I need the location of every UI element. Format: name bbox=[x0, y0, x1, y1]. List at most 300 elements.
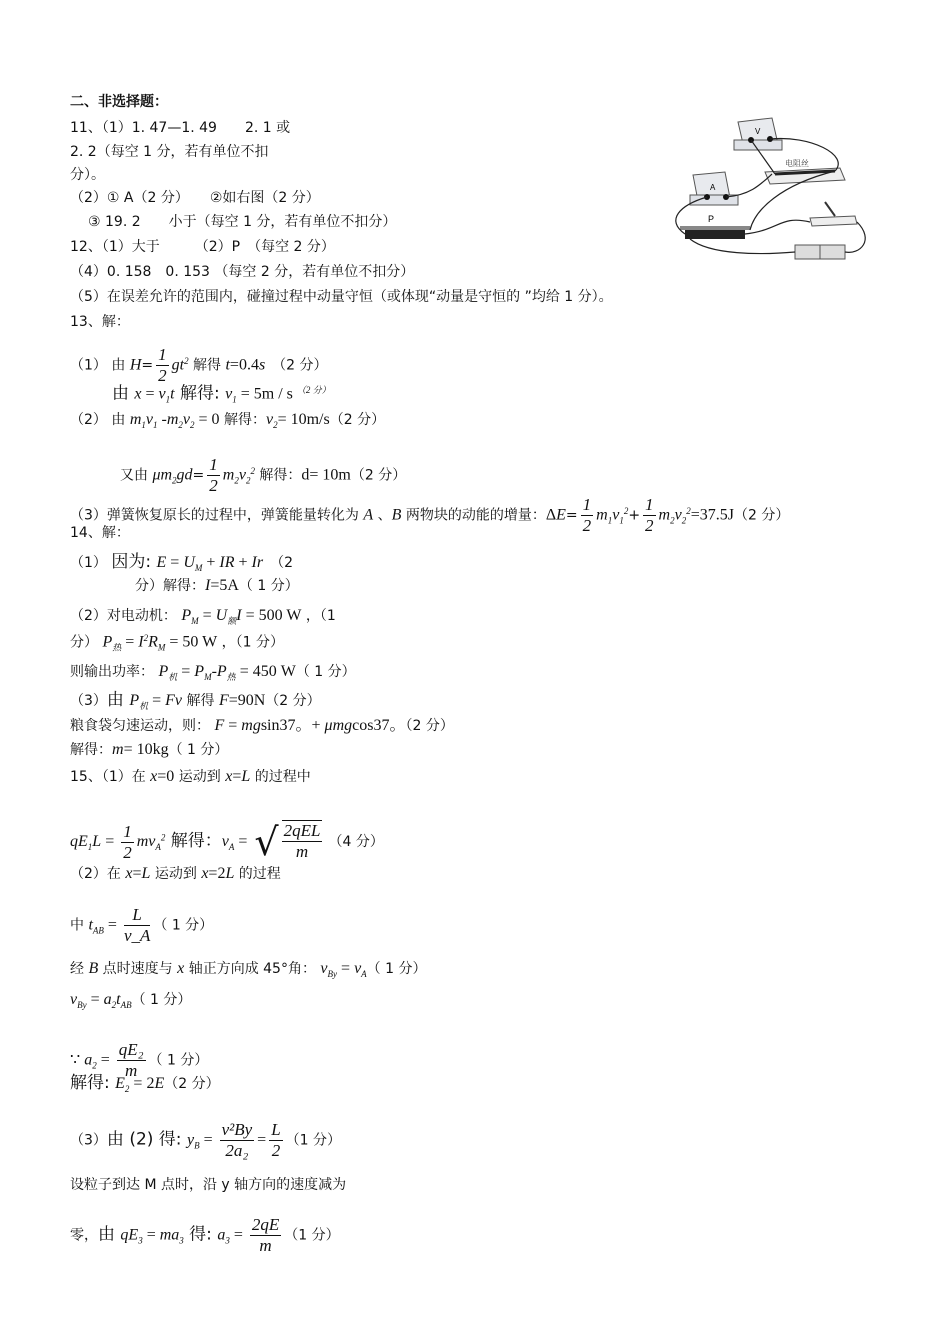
text-segment: （2 分） bbox=[405, 718, 454, 734]
denominator: m bbox=[124, 1061, 138, 1080]
text-segment: （5）在误差允许的范围内，碰撞过程中动量守恒（或体现“动量是守恒的 ”均给 1 分）。 bbox=[70, 289, 613, 305]
math-text: = bbox=[337, 960, 355, 977]
math-text: ∵ bbox=[70, 1051, 85, 1069]
fraction bbox=[220, 1120, 255, 1161]
math-text: - bbox=[157, 411, 167, 428]
answer-line bbox=[70, 864, 281, 884]
text-segment: （ 1 分） bbox=[295, 664, 356, 680]
text-segment: （ 1 分） bbox=[148, 1052, 209, 1069]
math-text: = bbox=[96, 1051, 114, 1069]
math-text: Δ bbox=[545, 506, 557, 524]
math-text: = bbox=[121, 633, 139, 651]
answer-line bbox=[70, 495, 789, 536]
math-variable: mg bbox=[241, 717, 261, 734]
text-segment: 点时速度与 bbox=[98, 961, 178, 977]
denominator: 2a₂ bbox=[225, 1141, 249, 1160]
math-text: = bbox=[103, 916, 121, 934]
math-variable: v bbox=[158, 385, 166, 403]
fraction bbox=[250, 1215, 281, 1256]
text-segment: （1 分） bbox=[284, 1227, 340, 1244]
subscript: 3 bbox=[179, 1235, 184, 1246]
math-variable: v bbox=[612, 506, 620, 524]
subscript: 2 bbox=[234, 475, 239, 486]
math-variable: P bbox=[181, 607, 192, 624]
math-text: =90N bbox=[228, 692, 266, 709]
denominator: 2 bbox=[271, 1141, 281, 1160]
radicand bbox=[282, 820, 323, 864]
radical-sign: √ bbox=[254, 820, 279, 864]
math-variable: x bbox=[150, 768, 158, 785]
text-segment: 15、（1）在 bbox=[70, 769, 151, 785]
math-variable: Ir bbox=[251, 554, 264, 571]
math-variable: v bbox=[354, 960, 362, 977]
math-text: 解得: bbox=[174, 383, 226, 404]
math-variable: qE bbox=[70, 833, 88, 850]
math-variable: v bbox=[320, 960, 328, 977]
math-variable: L bbox=[92, 833, 102, 850]
subscript: 2 bbox=[111, 999, 117, 1010]
math-variable: mv bbox=[136, 833, 156, 850]
subscript: 2 bbox=[172, 475, 177, 486]
math-variable: μmg bbox=[324, 717, 353, 734]
denominator: 2 bbox=[582, 516, 592, 535]
text-segment: 2. 2（每空 1 分，若有单位不扣 bbox=[70, 144, 269, 160]
superscript: （2 分） bbox=[296, 385, 331, 395]
answer-line bbox=[70, 767, 311, 787]
subscript: 2 bbox=[189, 419, 195, 430]
math-variable: qE bbox=[120, 1226, 139, 1244]
math-variable: P bbox=[129, 692, 140, 709]
math-text: 解得： bbox=[165, 831, 222, 851]
math-variable: B bbox=[88, 960, 99, 977]
subscript: 机 bbox=[139, 700, 149, 711]
numerator: 2qE bbox=[251, 1215, 280, 1234]
answer-line bbox=[70, 690, 321, 716]
answer-line bbox=[70, 410, 385, 435]
text-segment: （2 分） bbox=[265, 693, 321, 709]
answer-line bbox=[70, 990, 191, 1015]
math-text: + bbox=[234, 554, 252, 571]
math-variable: P bbox=[102, 633, 113, 651]
text-segment: （3）弹簧恢复原长的过程中，弹簧能量转化为 bbox=[70, 507, 364, 524]
text-segment: 中 bbox=[70, 917, 89, 934]
math-variable: gt bbox=[171, 356, 185, 374]
math-text: = bbox=[148, 692, 166, 709]
math-text: + bbox=[202, 554, 220, 571]
math-variable: v bbox=[238, 466, 246, 484]
text-segment: 分） bbox=[70, 634, 103, 651]
denominator: v_A bbox=[123, 926, 151, 945]
math-variable: U bbox=[183, 554, 195, 571]
math-variable: U bbox=[215, 607, 228, 624]
text-segment: 又由 bbox=[120, 467, 153, 484]
answer-line bbox=[70, 118, 290, 138]
answer-line bbox=[70, 92, 168, 112]
math-variable: v bbox=[225, 385, 233, 403]
math-variable: E bbox=[154, 1075, 165, 1092]
math-variable: x bbox=[134, 385, 142, 403]
math-text: = bbox=[232, 768, 242, 785]
subscript: A bbox=[228, 841, 235, 852]
subscript: 热 bbox=[112, 642, 122, 653]
text-segment: （2 分） bbox=[329, 412, 386, 428]
text-segment: 设粒子到达 M 点时，沿 y 轴方向的速度减为 bbox=[70, 1177, 347, 1193]
math-text: 解得: bbox=[70, 1073, 116, 1093]
text-segment: 11、（1）1. 47—1. 49 2. 1 或 bbox=[70, 120, 291, 136]
text-segment: 则输出功率： bbox=[70, 664, 159, 680]
math-variable: P bbox=[216, 663, 227, 680]
answer-line bbox=[70, 1120, 341, 1161]
subscript: 1 bbox=[619, 515, 624, 526]
math-variable: a bbox=[217, 1226, 226, 1244]
subscript: 1 bbox=[141, 419, 146, 430]
numerator: qE₂ bbox=[118, 1040, 144, 1059]
subscript: 2 bbox=[670, 515, 675, 526]
answer-line bbox=[70, 628, 284, 657]
text-segment: 14、解： bbox=[70, 525, 130, 541]
text-segment: 的过程 bbox=[234, 866, 281, 882]
text-segment: （2）在 bbox=[70, 866, 126, 882]
subscript: B bbox=[194, 1140, 200, 1151]
numerator: L bbox=[124, 905, 150, 926]
math-variable: a bbox=[84, 1051, 93, 1069]
subscript: 2 bbox=[273, 419, 278, 430]
math-variable: m bbox=[129, 411, 142, 428]
text-segment: ，（1 分） bbox=[217, 634, 285, 651]
text-segment: ，（1 bbox=[301, 608, 336, 624]
text-segment: （1） bbox=[70, 555, 112, 571]
math-text: 由 bbox=[106, 690, 130, 710]
text-segment: 分）。 bbox=[70, 167, 105, 183]
text-segment: 经 bbox=[70, 961, 89, 977]
math-variable: E bbox=[115, 1075, 125, 1092]
math-text: =0 bbox=[157, 768, 175, 785]
math-text: = 450 W bbox=[235, 663, 296, 680]
math-variable: y bbox=[186, 1131, 195, 1149]
text-segment: （ 1 分） bbox=[238, 578, 299, 594]
fraction bbox=[581, 495, 594, 536]
text-segment: 运动到 bbox=[150, 866, 202, 882]
math-text: =5A bbox=[210, 577, 239, 594]
answer-line bbox=[70, 716, 454, 736]
slider-label: P bbox=[708, 214, 715, 224]
subscript: M bbox=[194, 562, 203, 573]
numerator: 1 bbox=[582, 495, 592, 514]
numerator: 1 bbox=[123, 821, 132, 841]
math-text: 由 bbox=[98, 1224, 121, 1245]
text-segment: 分）解得： bbox=[135, 578, 205, 594]
math-text: = bbox=[257, 1131, 267, 1149]
text-segment: （2）① A（2 分） ②如右图（2 分） bbox=[70, 190, 320, 206]
superscript: 2 bbox=[686, 505, 691, 516]
text-segment: （2 分） bbox=[265, 357, 328, 374]
text-segment: （2 bbox=[263, 555, 294, 571]
superscript: 2 bbox=[623, 505, 629, 516]
math-variable: R bbox=[148, 633, 158, 651]
math-text: =0.4 bbox=[229, 356, 259, 374]
math-variable: t bbox=[116, 991, 121, 1008]
text-segment: （ 1 分） bbox=[131, 992, 192, 1008]
math-variable: gd bbox=[176, 466, 193, 484]
math-text: = 5m / s bbox=[236, 385, 297, 403]
math-text: = bbox=[229, 1226, 247, 1244]
subscript: 3 bbox=[138, 1235, 143, 1246]
math-text: = 10kg bbox=[123, 741, 169, 758]
math-text: = 10m/s bbox=[277, 411, 330, 428]
math-text: = bbox=[142, 1226, 160, 1244]
math-text: 因为: bbox=[111, 552, 157, 572]
text-segment: ③ 19. 2 小于（每空 1 分，若有单位不扣分） bbox=[88, 214, 397, 230]
answer-line bbox=[70, 820, 384, 864]
math-text: = bbox=[86, 991, 104, 1008]
superscript: 2 bbox=[184, 355, 189, 366]
answer-line bbox=[88, 212, 396, 232]
numerator: v²By bbox=[221, 1120, 253, 1139]
math-text: = bbox=[132, 865, 142, 882]
math-text: 由 (2) 得: bbox=[106, 1129, 187, 1150]
math-variable: v bbox=[70, 991, 78, 1008]
math-text: = bbox=[199, 1131, 217, 1149]
text-segment: （2）对电动机： bbox=[70, 608, 182, 624]
voltmeter-label: V bbox=[755, 127, 761, 136]
math-variable: m bbox=[222, 466, 235, 484]
math-variable: IR bbox=[219, 554, 235, 571]
math-variable: μm bbox=[152, 466, 173, 484]
text-segment: （ 1 分） bbox=[168, 742, 229, 758]
text-segment: （2 分） bbox=[164, 1076, 220, 1092]
math-variable: v bbox=[265, 411, 274, 428]
math-variable: t bbox=[170, 385, 175, 403]
math-variable: x bbox=[177, 960, 185, 977]
answer-line bbox=[70, 740, 228, 760]
numerator: L bbox=[271, 1120, 281, 1139]
text-segment: = bbox=[192, 467, 205, 484]
subscript: AB bbox=[120, 999, 132, 1010]
superscript: 2 bbox=[160, 832, 166, 843]
fraction bbox=[643, 495, 656, 536]
text-segment: （1） 由 bbox=[70, 357, 130, 374]
answer-line bbox=[70, 662, 356, 687]
answer-line bbox=[70, 1175, 346, 1195]
math-variable: F bbox=[218, 692, 229, 709]
answer-line bbox=[70, 905, 213, 946]
text-segment: 运动到 bbox=[174, 769, 226, 785]
text-segment: 零， bbox=[70, 1227, 98, 1244]
subscript: M bbox=[157, 642, 166, 653]
denominator: 2 bbox=[158, 366, 167, 385]
answer-line bbox=[70, 142, 269, 162]
math-variable: x bbox=[125, 865, 133, 882]
text-segment: 两物块的动能的增量： bbox=[401, 507, 546, 524]
answer-line bbox=[70, 287, 613, 307]
math-text: = bbox=[234, 833, 252, 850]
square-root bbox=[254, 820, 325, 864]
math-text: cos37。 bbox=[352, 717, 406, 734]
text-segment: 解得： bbox=[254, 467, 302, 484]
denominator: 2 bbox=[209, 476, 218, 495]
text-segment: （1 分） bbox=[285, 1132, 342, 1149]
text-segment: 解得 bbox=[182, 693, 219, 709]
answer-line bbox=[120, 455, 406, 496]
voltmeter-icon bbox=[734, 118, 782, 150]
math-variable: H bbox=[129, 356, 142, 374]
math-variable: ma bbox=[159, 1226, 180, 1244]
answer-line bbox=[70, 1215, 340, 1256]
math-variable: t bbox=[225, 356, 230, 374]
math-variable: x bbox=[201, 865, 209, 882]
math-variable: E bbox=[556, 506, 566, 524]
math-text: = bbox=[198, 607, 216, 624]
subscript: 1 bbox=[165, 394, 171, 405]
math-text: = 2 bbox=[129, 1075, 155, 1092]
math-variable: L bbox=[141, 865, 151, 882]
math-variable: P bbox=[194, 663, 205, 680]
math-variable: I bbox=[236, 607, 242, 624]
math-variable: A bbox=[363, 506, 374, 524]
subscript: A bbox=[155, 841, 161, 852]
math-variable: I bbox=[205, 577, 211, 594]
denominator: m bbox=[295, 842, 309, 861]
subscript: 2 bbox=[681, 515, 687, 526]
circuit-diagram-figure bbox=[660, 110, 880, 270]
math-text: = bbox=[224, 717, 242, 734]
fraction bbox=[207, 455, 220, 496]
text-segment: （2） 由 bbox=[70, 412, 130, 428]
subscript: 1 bbox=[607, 515, 613, 526]
math-text: = bbox=[101, 833, 119, 850]
answer-line bbox=[70, 959, 426, 984]
math-variable: v bbox=[182, 411, 190, 428]
text-segment: = bbox=[141, 357, 154, 374]
text-segment: （4 分） bbox=[328, 834, 384, 850]
subscript: 2 bbox=[124, 1083, 130, 1094]
math-text: - bbox=[211, 663, 217, 680]
math-variable: m bbox=[596, 506, 608, 524]
math-variable: B bbox=[391, 506, 402, 524]
subscript: 额 bbox=[227, 615, 237, 626]
text-segment: （2 分） bbox=[733, 507, 790, 524]
subscript: 1 bbox=[152, 419, 158, 430]
answer-line bbox=[70, 262, 414, 282]
math-text: = bbox=[177, 663, 195, 680]
subscript: 2 bbox=[92, 1060, 97, 1071]
math-variable: v bbox=[145, 411, 153, 428]
text-segment: 解得： bbox=[219, 412, 266, 428]
rheostat-icon bbox=[680, 214, 750, 239]
answer-line bbox=[112, 380, 331, 409]
subscript: 3 bbox=[225, 1235, 230, 1246]
subscript: M bbox=[191, 615, 199, 626]
answer-line bbox=[70, 312, 130, 332]
math-text: d= 10m bbox=[301, 466, 351, 484]
fraction bbox=[269, 1120, 282, 1161]
text-segment: 二、非选择题： bbox=[70, 94, 168, 110]
text-segment: （ 1 分） bbox=[366, 961, 427, 977]
subscript: M bbox=[204, 671, 212, 682]
math-variable: m bbox=[166, 411, 179, 428]
math-variable: P bbox=[158, 663, 169, 680]
subscript: 1 bbox=[232, 394, 237, 405]
fraction bbox=[121, 822, 134, 863]
answer-line bbox=[70, 188, 320, 208]
text-segment: 轴正方向成 45°角： bbox=[184, 961, 321, 977]
answer-line bbox=[135, 576, 299, 596]
numerator: 2qEL bbox=[283, 821, 321, 840]
text-segment: 13、解： bbox=[70, 314, 130, 330]
answer-line bbox=[70, 552, 293, 578]
math-variable: x bbox=[225, 768, 233, 785]
math-variable: v bbox=[674, 506, 682, 524]
math-text: = 0 bbox=[194, 411, 220, 428]
answer-line bbox=[70, 165, 105, 185]
text-segment: = bbox=[565, 507, 578, 524]
subscript: AB bbox=[92, 925, 104, 936]
text-segment: 、 bbox=[373, 507, 392, 524]
text-segment: （3） bbox=[70, 1132, 107, 1149]
denominator: 2 bbox=[645, 516, 654, 535]
math-text: = bbox=[141, 385, 159, 403]
text-segment: （ 1 分） bbox=[153, 917, 214, 934]
numerator: 1 bbox=[158, 345, 167, 364]
math-text: = 50 W bbox=[165, 633, 218, 651]
text-segment: 12、（1）大于 （2）P （每空 2 分） bbox=[70, 239, 335, 255]
text-segment: （3） bbox=[70, 693, 107, 709]
subscript: 2 bbox=[245, 475, 251, 486]
subscript: 1 bbox=[87, 841, 93, 852]
subscript: 机 bbox=[168, 671, 178, 682]
math-variable: t bbox=[88, 916, 93, 934]
text-segment: + bbox=[628, 507, 641, 524]
math-text: 由 bbox=[112, 383, 135, 404]
denominator: 2 bbox=[123, 842, 132, 862]
numerator: 1 bbox=[645, 495, 654, 514]
math-variable: s bbox=[258, 356, 266, 374]
superscript: 2 bbox=[250, 465, 255, 476]
answer-line bbox=[70, 1073, 220, 1099]
fraction bbox=[124, 905, 150, 946]
answer-line bbox=[70, 237, 335, 257]
subscript: A bbox=[361, 968, 367, 979]
ammeter-label: A bbox=[710, 183, 716, 192]
math-text: = 500 W bbox=[241, 607, 302, 624]
wire-label: 电阻丝 bbox=[785, 159, 809, 168]
math-variable: I bbox=[138, 633, 144, 651]
subscript: By bbox=[77, 999, 87, 1010]
text-segment: 解得 bbox=[188, 357, 226, 374]
text-segment: 解得： bbox=[70, 742, 112, 758]
math-variable: Fv bbox=[165, 692, 183, 709]
text-segment: 粮食袋匀速运动，则： bbox=[70, 718, 215, 734]
text-segment: （2 分） bbox=[350, 467, 407, 484]
math-text: sin37。+ bbox=[260, 717, 325, 734]
subscript: 2 bbox=[178, 419, 183, 430]
superscript: 2 bbox=[143, 633, 149, 643]
answer-line bbox=[70, 523, 130, 543]
math-text: 得: bbox=[183, 1224, 218, 1245]
denominator: m bbox=[259, 1236, 272, 1255]
math-variable: a bbox=[103, 991, 112, 1008]
math-variable: L bbox=[241, 768, 251, 785]
math-variable: L bbox=[225, 865, 235, 882]
math-variable: m bbox=[658, 506, 671, 524]
math-text: = bbox=[166, 554, 184, 571]
math-variable: F bbox=[214, 717, 225, 734]
math-variable: v bbox=[221, 833, 229, 850]
math-variable: m bbox=[112, 741, 124, 758]
subscript: By bbox=[327, 968, 338, 979]
text-segment: 的过程中 bbox=[250, 769, 311, 785]
math-text: =37.5J bbox=[690, 506, 734, 524]
